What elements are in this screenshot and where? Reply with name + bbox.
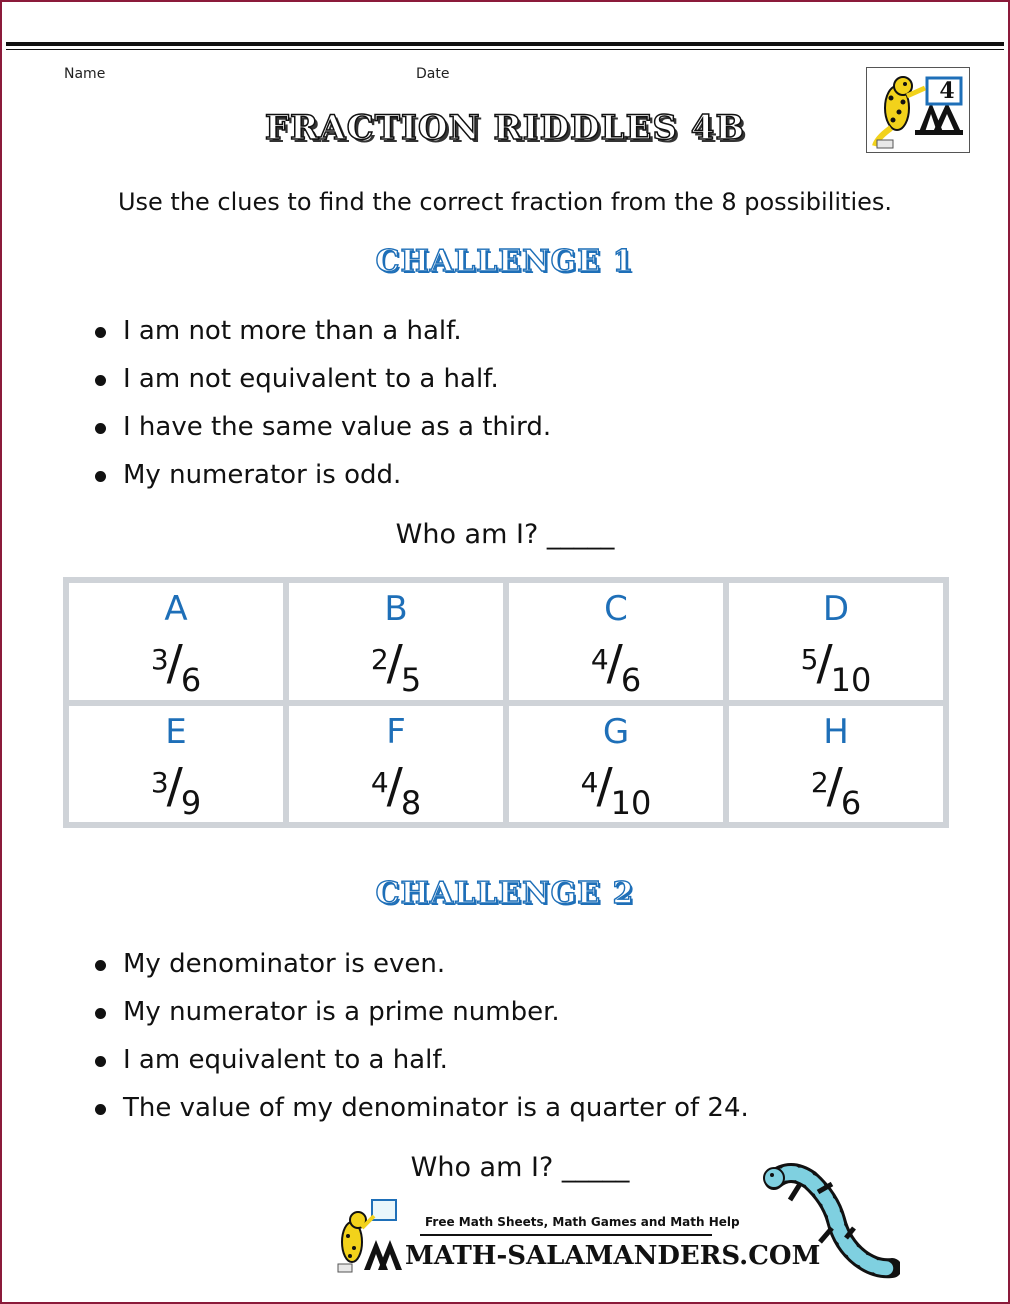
footer-brand: MATH-SALAMANDERS.COM [405, 1241, 821, 1271]
blue-salamander-icon [760, 1158, 900, 1286]
option-fraction: $^4$/8 [370, 757, 422, 822]
option-fraction: $^3$/6 [150, 635, 202, 699]
option-fraction: $^4$/6 [590, 635, 642, 699]
option-letter: H [823, 711, 849, 752]
name-label: Name [64, 66, 106, 82]
clue-item: The value of my denominator is a quarter of 24. [90, 1092, 749, 1140]
option-letter: C [604, 589, 628, 629]
option-letter: A [164, 589, 188, 629]
clue-item: I am equivalent to a half. [90, 1044, 749, 1092]
footer-tagline: Free Math Sheets, Math Games and Math Help [425, 1215, 740, 1229]
salamander-logo-icon [332, 1196, 412, 1276]
option-fraction: $^2$/5 [370, 635, 422, 699]
grade-logo [866, 67, 970, 153]
clue-item: I have the same value as a third. [90, 411, 551, 459]
option-cell [726, 703, 946, 826]
option-cell [506, 580, 726, 703]
option-cell [286, 703, 506, 826]
option-letter: F [386, 711, 406, 752]
header-rule-thin [6, 49, 1004, 50]
clue-item: I am not more than a half. [90, 315, 551, 363]
option-cell [66, 580, 286, 703]
option-fraction: $^3$/9 [150, 757, 202, 822]
clue-item: My numerator is a prime number. [90, 996, 749, 1044]
challenge-2-heading: CHALLENGE 2 [375, 876, 635, 911]
option-fraction: $^4$/10 [580, 757, 652, 822]
page-title: FRACTION RIDDLES 4B [264, 108, 746, 148]
option-letter: B [384, 589, 408, 629]
grade-badge: 4 [939, 78, 955, 104]
option-cell [726, 580, 946, 703]
challenge-1-heading: CHALLENGE 1 [375, 244, 635, 279]
option-cell [286, 580, 506, 703]
date-label: Date [416, 66, 450, 82]
challenge-2-clues [90, 948, 749, 1140]
footer-divider [420, 1234, 712, 1236]
option-cell [66, 703, 286, 826]
option-fraction: $^5$/10 [800, 635, 872, 699]
instructions: Use the clues to find the correct fraction from the 8 possibilities. [117, 188, 893, 216]
option-cell [506, 703, 726, 826]
challenge-2-question: Who am I? _____ [410, 1152, 630, 1183]
challenge-1-clues [90, 315, 551, 507]
header-rule [6, 42, 1004, 46]
challenge-1-question: Who am I? _____ [395, 519, 615, 550]
clue-item: My denominator is even. [90, 948, 749, 996]
fraction-options-grid [63, 577, 949, 828]
option-letter: E [165, 711, 187, 752]
option-letter: D [822, 589, 850, 629]
clue-item: I am not equivalent to a half. [90, 363, 551, 411]
option-letter: G [602, 711, 630, 752]
clue-item: My numerator is odd. [90, 459, 551, 507]
option-fraction: $^2$/6 [810, 757, 862, 822]
